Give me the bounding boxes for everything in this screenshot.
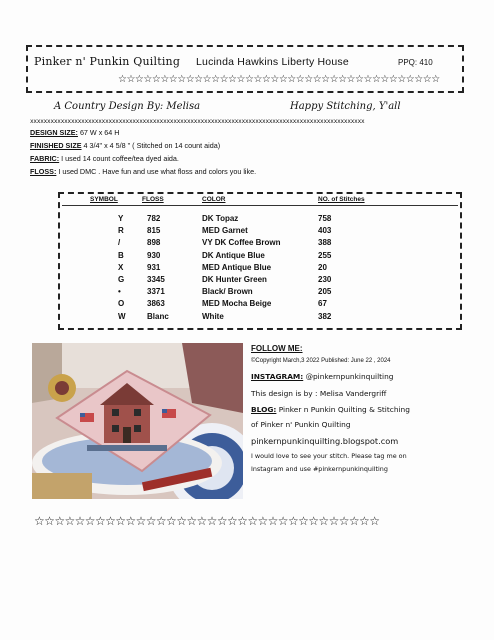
- floss-line: [30, 167, 256, 176]
- floss-symbol: X: [118, 262, 124, 272]
- follow-me-heading: FOLLOW ME:: [251, 344, 303, 353]
- floss-row: [0, 251, 494, 262]
- floss-number: 815: [147, 226, 161, 236]
- floss-color: White: [202, 311, 224, 321]
- instagram-label: INSTAGRAM:: [251, 372, 304, 381]
- floss-number: Blanc: [147, 311, 169, 321]
- greeting: Happy Stitching, Y'all: [290, 101, 401, 112]
- floss-row: [0, 263, 494, 274]
- floss-stitch-count: 20: [318, 262, 327, 272]
- tag-request-line-1: I would love to see your stitch. Please tag me on: [251, 452, 407, 460]
- floss-row: [0, 275, 494, 286]
- fabric-line: [30, 154, 179, 163]
- pattern-title: Lucinda Hawkins Liberty House: [196, 56, 349, 68]
- floss-stitch-count: 403: [318, 226, 332, 236]
- floss-color: MED Garnet: [202, 226, 248, 236]
- instagram-handle: @pinkernpunkinquilting: [303, 372, 394, 381]
- floss-color: Black/ Brown: [202, 287, 253, 297]
- col-header-stitches: NO. of Stitches: [318, 196, 365, 203]
- floss-row: [0, 287, 494, 298]
- header-box: [26, 45, 464, 93]
- finished-size-label: FINISHED SIZE: [30, 141, 82, 150]
- col-header-color: COLOR: [202, 196, 226, 203]
- design-size-value: 67 W x 64 H: [79, 128, 120, 137]
- floss-number: 898: [147, 238, 161, 248]
- floss-stitch-count: 205: [318, 287, 332, 297]
- floss-stitch-count: 230: [318, 275, 332, 284]
- star-border-top: ☆☆☆☆☆☆☆☆☆☆☆☆☆☆☆☆☆☆☆☆☆☆☆☆☆☆☆☆☆☆☆☆☆☆☆☆☆☆: [118, 74, 440, 85]
- floss-color: DK Hunter Green: [202, 275, 267, 284]
- floss-color: VY DK Coffee Brown: [202, 238, 281, 248]
- floss-row: [0, 299, 494, 310]
- floss-stitch-count: 382: [318, 311, 332, 321]
- floss-symbol: W: [118, 311, 126, 321]
- floss-number: 3371: [147, 287, 165, 297]
- designer-credit: A Country Design By: Melisa: [54, 101, 201, 112]
- floss-header-rule: [62, 205, 458, 206]
- fabric-value: I used 14 count coffee/tea dyed aida.: [61, 154, 179, 163]
- floss-row: [0, 214, 494, 225]
- blog-label: BLOG:: [251, 405, 277, 414]
- floss-number: 3345: [147, 275, 165, 284]
- blog-line-2: of Pinker n' Punkin Quilting: [251, 420, 351, 429]
- floss-row: [0, 312, 494, 323]
- floss-color: MED Mocha Beige: [202, 299, 272, 309]
- blog-line: [251, 405, 410, 414]
- floss-number: 930: [147, 250, 161, 260]
- floss-color: DK Topaz: [202, 214, 239, 223]
- brand-name: Pinker n' Punkin Quilting: [34, 55, 181, 68]
- floss-stitch-count: 758: [318, 214, 332, 223]
- floss-color: DK Antique Blue: [202, 250, 265, 260]
- floss-stitch-count: 388: [318, 238, 332, 248]
- floss-number: 931: [147, 262, 161, 272]
- fabric-label: FABRIC:: [30, 154, 60, 163]
- floss-symbol: G: [118, 275, 125, 284]
- floss-color: MED Antique Blue: [202, 262, 272, 272]
- floss-label: FLOSS:: [30, 167, 57, 176]
- floss-number: 782: [147, 214, 161, 223]
- instagram-line: [251, 372, 393, 381]
- design-size-line: [30, 128, 119, 137]
- copyright-text: ©Copyright March,3 2022 Published: June 22 , 2024: [251, 358, 391, 364]
- floss-symbol: O: [118, 299, 125, 309]
- designer-line: This design is by : Melisa Vandergriff: [251, 389, 387, 398]
- floss-symbol: /: [118, 238, 121, 248]
- floss-symbol: B: [118, 250, 124, 260]
- design-size-label: DESIGN SIZE:: [30, 128, 78, 137]
- floss-value: I used DMC . Have fun and use what floss and colors you like.: [58, 167, 257, 176]
- floss-symbol: •: [118, 287, 121, 297]
- floss-symbol: R: [118, 226, 124, 236]
- floss-number: 3863: [147, 299, 165, 309]
- finished-size-line: [30, 141, 220, 150]
- floss-symbol: Y: [118, 214, 124, 223]
- floss-row: [0, 238, 494, 249]
- finished-size-value: 4 3/4" x 4 5/8 " ( Stitched on 14 count aida): [83, 141, 221, 150]
- floss-stitch-count: 67: [318, 299, 327, 309]
- floss-stitch-count: 255: [318, 250, 332, 260]
- tag-request-line-2: Instagram and use #pinkernpunkinquilting: [251, 465, 388, 473]
- col-header-floss: FLOSS: [142, 196, 164, 203]
- blog-url: pinkernpunkinquilting.blogspot.com: [251, 436, 399, 446]
- x-divider: xxxxxxxxxxxxxxxxxxxxxxxxxxxxxxxxxxxxxxxxxxxxxxxxxxxxxxxxxxxxxxxxxxxxxxxxxxxxxxxxxxxxxxxxxxxxxxxxxx: [30, 118, 365, 125]
- floss-row: [0, 226, 494, 237]
- blog-name: Pinker n Punkin Quilting & Stitching: [276, 405, 410, 414]
- col-header-symbol: SYMBOL: [90, 196, 118, 203]
- pattern-number: PPQ: 410: [398, 58, 433, 67]
- star-border-bottom: ☆☆☆☆☆☆☆☆☆☆☆☆☆☆☆☆☆☆☆☆☆☆☆☆☆☆☆☆☆☆☆☆☆☆: [34, 514, 380, 528]
- stitched-pillow-photo: [32, 343, 243, 499]
